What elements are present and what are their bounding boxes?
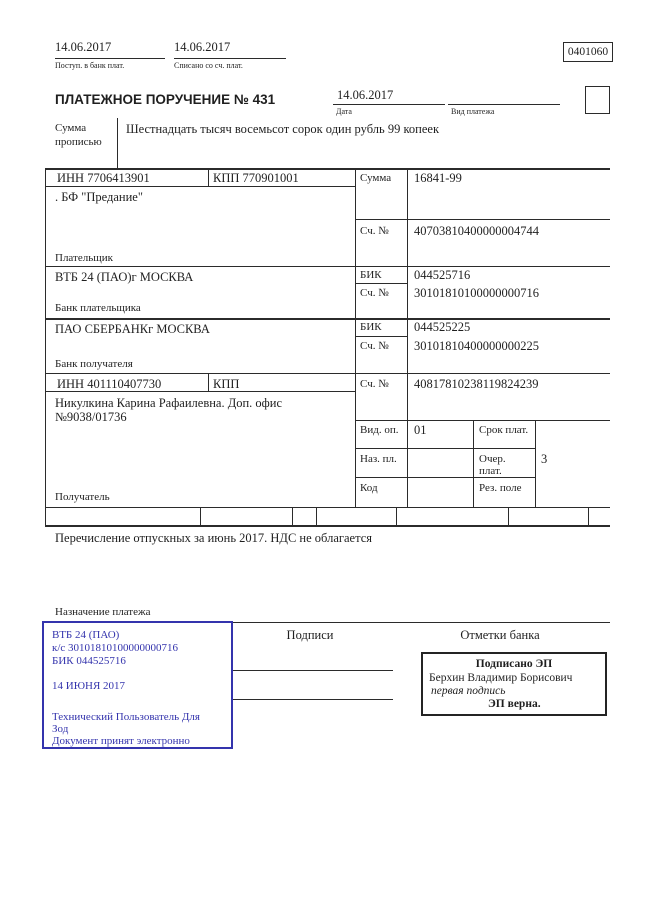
- priority-value: 3: [541, 452, 548, 466]
- payee-name-line2: №9038/01736: [55, 410, 127, 424]
- amount-words-label-line2: прописью: [55, 136, 102, 148]
- stamp-bank-name: ВТБ 24 (ПАО): [52, 629, 120, 641]
- payment-type-underline: [448, 104, 560, 105]
- payer-inn-row-underline: [45, 186, 355, 187]
- payer-inn: ИНН 7706413901: [57, 171, 150, 185]
- payer-bank-bik-label: БИК: [360, 269, 382, 281]
- amount-in-words-value: Шестнадцать тысяч восемьсот сорок один рубль 99 копеек: [126, 122, 440, 136]
- operation-type-label: Вид. оп.: [360, 424, 399, 436]
- payee-inn: ИНН 401110407730: [57, 377, 162, 391]
- document-date: 14.06.2017: [337, 88, 394, 102]
- signatures-heading: Подписи: [286, 628, 334, 642]
- tax-row-divider-5: [508, 507, 509, 525]
- payee-label: Получатель: [55, 491, 110, 503]
- stamp-date: 14 ИЮНЯ 2017: [52, 680, 126, 692]
- electronic-signature-stamp: [421, 652, 607, 716]
- ep-stamp-verified: ЭП верна.: [488, 698, 541, 710]
- document-title: ПЛАТЕЖНОЕ ПОРУЧЕНИЕ № 431: [55, 92, 276, 107]
- priority-label: Очер. плат.: [479, 453, 506, 478]
- payee-kpp-label: КПП: [213, 377, 240, 391]
- payer-bank-name: ВТБ 24 (ПАО)г МОСКВА: [55, 270, 194, 284]
- purpose-label: Назначение платежа: [55, 606, 151, 618]
- payee-bank-section-underline: [45, 373, 610, 374]
- payment-type-label: Вид платежа: [451, 107, 495, 116]
- amount-label: Сумма: [360, 172, 392, 184]
- tax-row-divider-1: [200, 507, 201, 525]
- payer-bank-acc-label: Сч. №: [360, 287, 389, 299]
- payer-kpp: КПП 770901001: [213, 171, 299, 185]
- received-date-underline: [55, 58, 165, 59]
- payer-account-value: 40703810400000004744: [414, 224, 539, 238]
- payee-account-value: 40817810238119824239: [414, 377, 539, 391]
- payer-bank-acc: 30101810100000000716: [414, 286, 539, 300]
- signature-line-2: [233, 699, 393, 700]
- stamp-bik: БИК 044525716: [52, 655, 126, 667]
- stamp-user-line1: Технический Пользователь Для: [52, 711, 200, 723]
- purpose-text: Перечисление отпускных за июнь 2017. НДС не облагается: [55, 531, 372, 545]
- stamp-user-line2: Зод: [52, 723, 69, 735]
- payer-label: Плательщик: [55, 252, 113, 264]
- payee-inn-row-underline: [45, 391, 355, 392]
- operation-row-divider-1: [355, 448, 535, 449]
- date-label: Дата: [336, 107, 352, 116]
- payee-bank-name: ПАО СБЕРБАНКг МОСКВА: [55, 322, 210, 336]
- reserve-field-label: Рез. поле: [479, 482, 522, 494]
- payee-bank-acc-label: Сч. №: [360, 340, 389, 352]
- received-in-bank-date: 14.06.2017: [55, 40, 112, 54]
- signature-line-1: [233, 670, 393, 671]
- ep-stamp-title: Подписано ЭП: [475, 658, 553, 670]
- date-underline: [333, 104, 445, 105]
- payee-bank-acc: 30101810400000000225: [414, 339, 539, 353]
- stamp-note: Документ принят электронно: [52, 735, 190, 747]
- tax-row-divider-4: [396, 507, 397, 525]
- amount-value: 16841-99: [414, 171, 462, 185]
- payment-type-box: [585, 86, 610, 114]
- payer-bank-bik-underline: [355, 283, 407, 284]
- amount-words-label-line1: Сумма: [55, 122, 87, 134]
- operation-col-divider-2: [535, 420, 536, 507]
- payee-name-line1: Никулкина Карина Рафаилевна. Доп. офис: [55, 396, 283, 410]
- payee-section-underline: [45, 507, 610, 508]
- payee-inn-kpp-divider: [208, 373, 209, 391]
- tax-row-divider-3: [316, 507, 317, 525]
- debited-date-underline: [174, 58, 286, 59]
- payer-account-label: Сч. №: [360, 225, 389, 237]
- payer-bank-label: Банк плательщика: [55, 302, 141, 314]
- amount-row-underline: [355, 219, 610, 220]
- bank-marks-heading: Отметки банка: [460, 628, 540, 642]
- table-left-border: [45, 168, 46, 525]
- payee-bank-label: Банк получателя: [55, 358, 133, 370]
- table-bottom-border: [45, 525, 610, 527]
- payee-bank-bik-label: БИК: [360, 321, 382, 333]
- received-in-bank-label: Поступ. в банк плат.: [55, 61, 125, 70]
- amount-words-divider: [117, 118, 118, 168]
- operation-block-top: [355, 420, 610, 421]
- operation-col-divider-1: [473, 420, 474, 507]
- payee-account-label: Сч. №: [360, 378, 389, 390]
- debited-date: 14.06.2017: [174, 40, 231, 54]
- payer-bank-section-underline: [45, 318, 610, 320]
- payer-section-underline: [45, 266, 610, 267]
- tax-row-divider-2: [292, 507, 293, 525]
- purpose-code-label: Наз. пл.: [360, 453, 397, 465]
- payee-bank-bik-underline: [355, 336, 407, 337]
- table-top-border: [45, 168, 610, 170]
- tax-row-divider-6: [588, 507, 589, 525]
- debited-label: Списано со сч. плат.: [174, 61, 243, 70]
- payer-name: . БФ "Предание": [55, 190, 143, 204]
- payment-term-label: Срок плат.: [479, 424, 529, 436]
- operation-type-value: 01: [414, 423, 427, 437]
- payer-bank-bik: 044525716: [414, 268, 471, 282]
- code-label: Код: [360, 482, 378, 494]
- bank-electronic-stamp: [42, 621, 233, 749]
- stamp-corr-account: к/с 30101810100000000716: [52, 642, 179, 654]
- ep-stamp-subtitle: первая подпись: [431, 685, 506, 697]
- payer-inn-kpp-divider: [208, 168, 209, 186]
- payee-bank-bik: 044525225: [414, 320, 471, 334]
- form-code-box: 0401060: [563, 42, 613, 62]
- ep-stamp-name: Берхин Владимир Борисович: [429, 672, 573, 684]
